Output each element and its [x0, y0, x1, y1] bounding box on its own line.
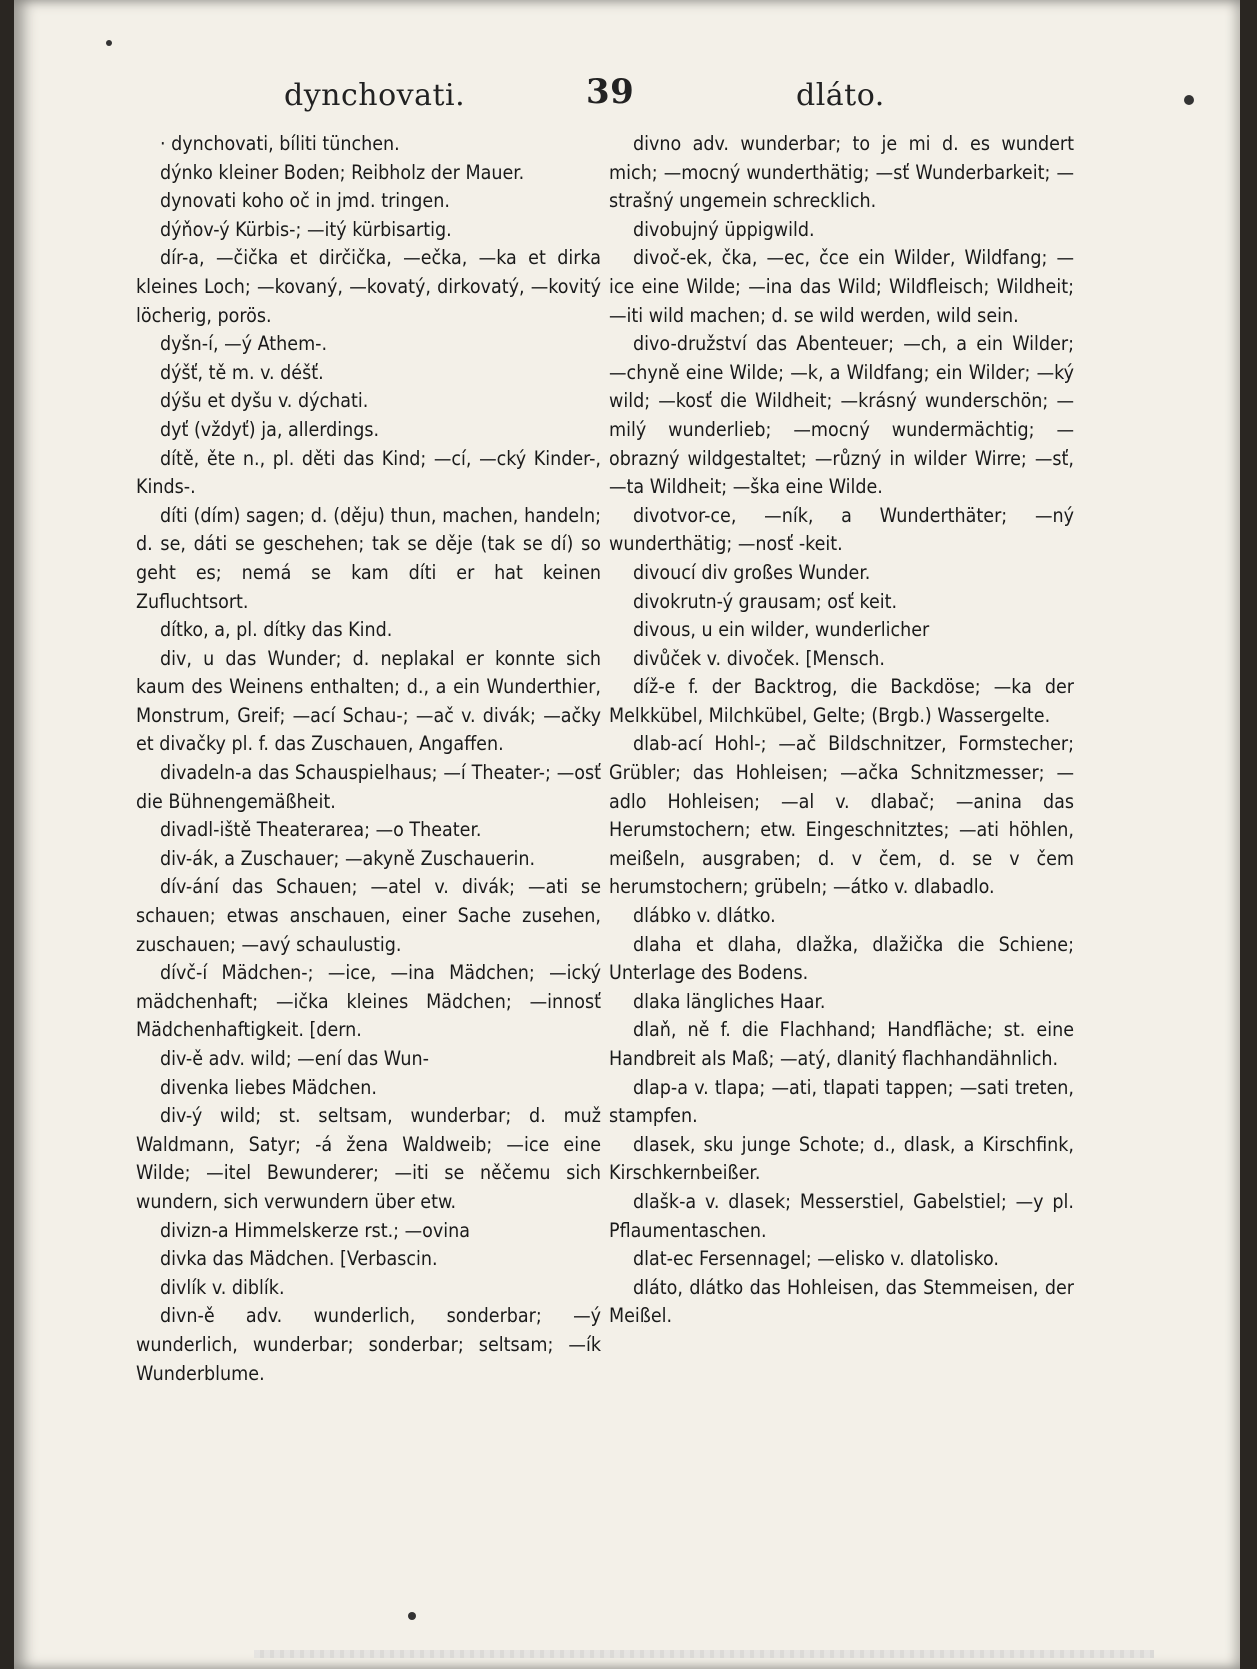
dictionary-entry: divn-ě adv. wunderlich, sonderbar; —ý wunderlich, wunderbar; sonderbar; seltsam; —ík Wunderblume.: [136, 1304, 601, 1385]
dictionary-page: [14, 0, 1240, 1669]
dictionary-entry: div-ý wild; st. seltsam, wunderbar; d. muž Waldmann, Satyr; -á žena Waldweib; —ice eine Wilde; —itel Bewunderer; —iti se něčemu sich wundern, sich verwundern über etw.: [136, 1104, 601, 1213]
running-header: [14, 72, 1240, 118]
page-number: 39: [586, 72, 635, 112]
ink-speck: [106, 40, 112, 46]
dictionary-entry: dýnko kleiner Boden; Reibholz der Mauer.: [160, 160, 525, 184]
dictionary-entry: dýňov-ý Kürbis-; —itý kürbisartig.: [160, 217, 452, 241]
right-column: [609, 130, 1074, 1331]
dictionary-entry: dlaň, ně f. die Flachhand; Handfläche; st. eine Handbreit als Maß; —atý, dlanitý flachhandähnlich.: [609, 1018, 1074, 1070]
dictionary-entry: divo-družství das Abenteuer; —ch, a ein Wilder; —chyně eine Wilde; —k, a Wildfang; ein Wilder; —ký wild; —kosť die Wildheit; —krásný wunderschön; —milý wunderlieb; —mocný wundermächtig; —obrazný wildgestaltet; —různý in wilder Wirre; —sť, —ta Wildheit; —ška eine Wilde.: [609, 332, 1074, 499]
dictionary-entry: divobujný üppigwild.: [633, 217, 815, 241]
dictionary-entry: dýšť, tě m. v. déšť.: [160, 360, 324, 384]
dictionary-entry: divůček v. divoček. [Mensch.: [633, 646, 885, 670]
dictionary-entry: divizn-a Himmelskerze rst.; —ovina: [160, 1218, 471, 1242]
dictionary-entry: dyť (vždyť) ja, allerdings.: [160, 417, 380, 441]
ink-speck: [408, 1612, 416, 1620]
dictionary-entry: dýšu et dyšu v. dýchati.: [160, 389, 369, 413]
dictionary-entry: dír-a, —čička et dirčička, —ečka, —ka et dirka kleines Loch; —kovaný, —kovatý, dirkovatý, —kovitý löcherig, porös.: [136, 246, 601, 327]
left-column: [136, 130, 601, 1388]
dictionary-entry: dlaha et dlaha, dlažka, dlažička die Schiene; Unterlage des Bodens.: [609, 932, 1074, 985]
dictionary-entry: div-ě adv. wild; —ení das Wun-: [160, 1047, 429, 1070]
dictionary-entry: divoucí div großes Wunder.: [633, 560, 871, 584]
dictionary-entry: dlab-ací Hohl-; —ač Bildschnitzer, Formstecher; Grübler; das Hohleisen; —ačka Schnitzmesser; —adlo Hohleisen; —al v. dlabač; —anina das Herumstochern; etw. Eingeschnitztes; —ati höhlen, meißeln, ausgraben; d. v čem, d. se v čem herumstochern; grübeln; —átko v. dlabadlo.: [609, 732, 1074, 899]
dictionary-entry: dítě, ěte n., pl. děti das Kind; —cí, —cký Kinder-, Kinds-.: [136, 446, 601, 499]
dictionary-entry: dlap-a v. tlapa; —ati, tlapati tappen; —sati treten, stampfen.: [609, 1075, 1074, 1128]
dictionary-entry: dyšn-í, —ý Athem-.: [160, 332, 328, 356]
dictionary-entry: divka das Mädchen. [Verbascin.: [160, 1247, 438, 1271]
dictionary-entry: divotvor-ce, —ník, a Wunderthäter; —ný wunderthätig; —nosť -keit.: [609, 503, 1074, 556]
dictionary-entry: divno adv. wunderbar; to je mi d. es wundert mich; —mocný wunderthätig; —sť Wunderbarkeit; —strašný ungemein schrecklich.: [609, 132, 1074, 213]
dictionary-entry: divoč-ek, čka, —ec, čce ein Wilder, Wildfang; —ice eine Wilde; —ina das Wild; Wildfleisch; Wildheit; —iti wild machen; d. se wild werden, wild sein.: [609, 246, 1074, 327]
header-right-guide-word: dláto.: [796, 78, 885, 113]
dictionary-entry: div, u das Wunder; d. neplakal er konnte sich kaum des Weinens enthalten; d., a ein Wunderthier, Monstrum, Greif; —ací Schau-; —ač v. divák; —ačky et divačky pl. f. das Zuschauen, Angaffen.: [136, 646, 601, 756]
dictionary-entry: · dynchovati, bíliti tünchen.: [160, 132, 400, 155]
dictionary-entry: divadl-iště Theaterarea; —o Theater.: [160, 818, 482, 842]
dictionary-entry: dívč-í Mädchen-; —ice, —ina Mädchen; —ický mädchenhaft; —ička kleines Mädchen; —innosť Mädchenhaftigkeit. [dern.: [136, 961, 601, 1042]
dictionary-entry: dlat-ec Fersennagel; —elisko v. dlatolisko.: [633, 1247, 999, 1271]
dictionary-entry: dlasek, sku junge Schote; d., dlask, a Kirschfink, Kirschkernbeißer.: [609, 1132, 1074, 1185]
dictionary-entry: divenka liebes Mädchen.: [160, 1075, 377, 1099]
dictionary-entry: dív-ání das Schauen; —atel v. divák; —ati se schauen; etwas anschauen, einer Sache zusehen, zuschauen; —avý schaulustig.: [136, 875, 601, 956]
dictionary-entry: díti (dím) sagen; d. (děju) thun, machen, handeln; d. se, dáti se geschehen; tak se děje (tak se dí) so geht es; nemá se kam díti er hat keinen Zufluchtsort.: [136, 503, 601, 613]
dictionary-entry: div-ák, a Zuschauer; —akyně Zuschauerin.: [160, 846, 536, 870]
dictionary-entry: divadeln-a das Schauspielhaus; —í Theater-; —osť die Bühnengemäßheit.: [136, 761, 601, 813]
dictionary-entry: díž-e f. der Backtrog, die Backdöse; —ka der Melkkübel, Milchkübel, Gelte; (Brgb.) Wassergelte.: [609, 675, 1074, 727]
dictionary-entry: dlašk-a v. dlasek; Messerstiel, Gabelstiel; —y pl. Pflaumentaschen.: [609, 1189, 1074, 1242]
dictionary-entry: divous, u ein wilder, wunderlicher: [633, 618, 930, 642]
dictionary-entry: dítko, a, pl. dítky das Kind.: [160, 618, 393, 642]
dictionary-entry: dlábko v. dlátko.: [633, 904, 776, 928]
header-left-guide-word: dynchovati.: [284, 78, 466, 113]
dictionary-entry: divlík v. diblík.: [160, 1275, 285, 1299]
page-bottom-edge: [254, 1650, 1154, 1658]
dictionary-entry: divokrutn-ý grausam; osť keit.: [633, 589, 898, 613]
dictionary-entry: dynovati koho oč in jmd. tringen.: [160, 189, 450, 213]
dictionary-entry: dlaka längliches Haar.: [633, 989, 826, 1013]
dictionary-entry: dláto, dlátko das Hohleisen, das Stemmeisen, der Meißel.: [609, 1275, 1074, 1328]
